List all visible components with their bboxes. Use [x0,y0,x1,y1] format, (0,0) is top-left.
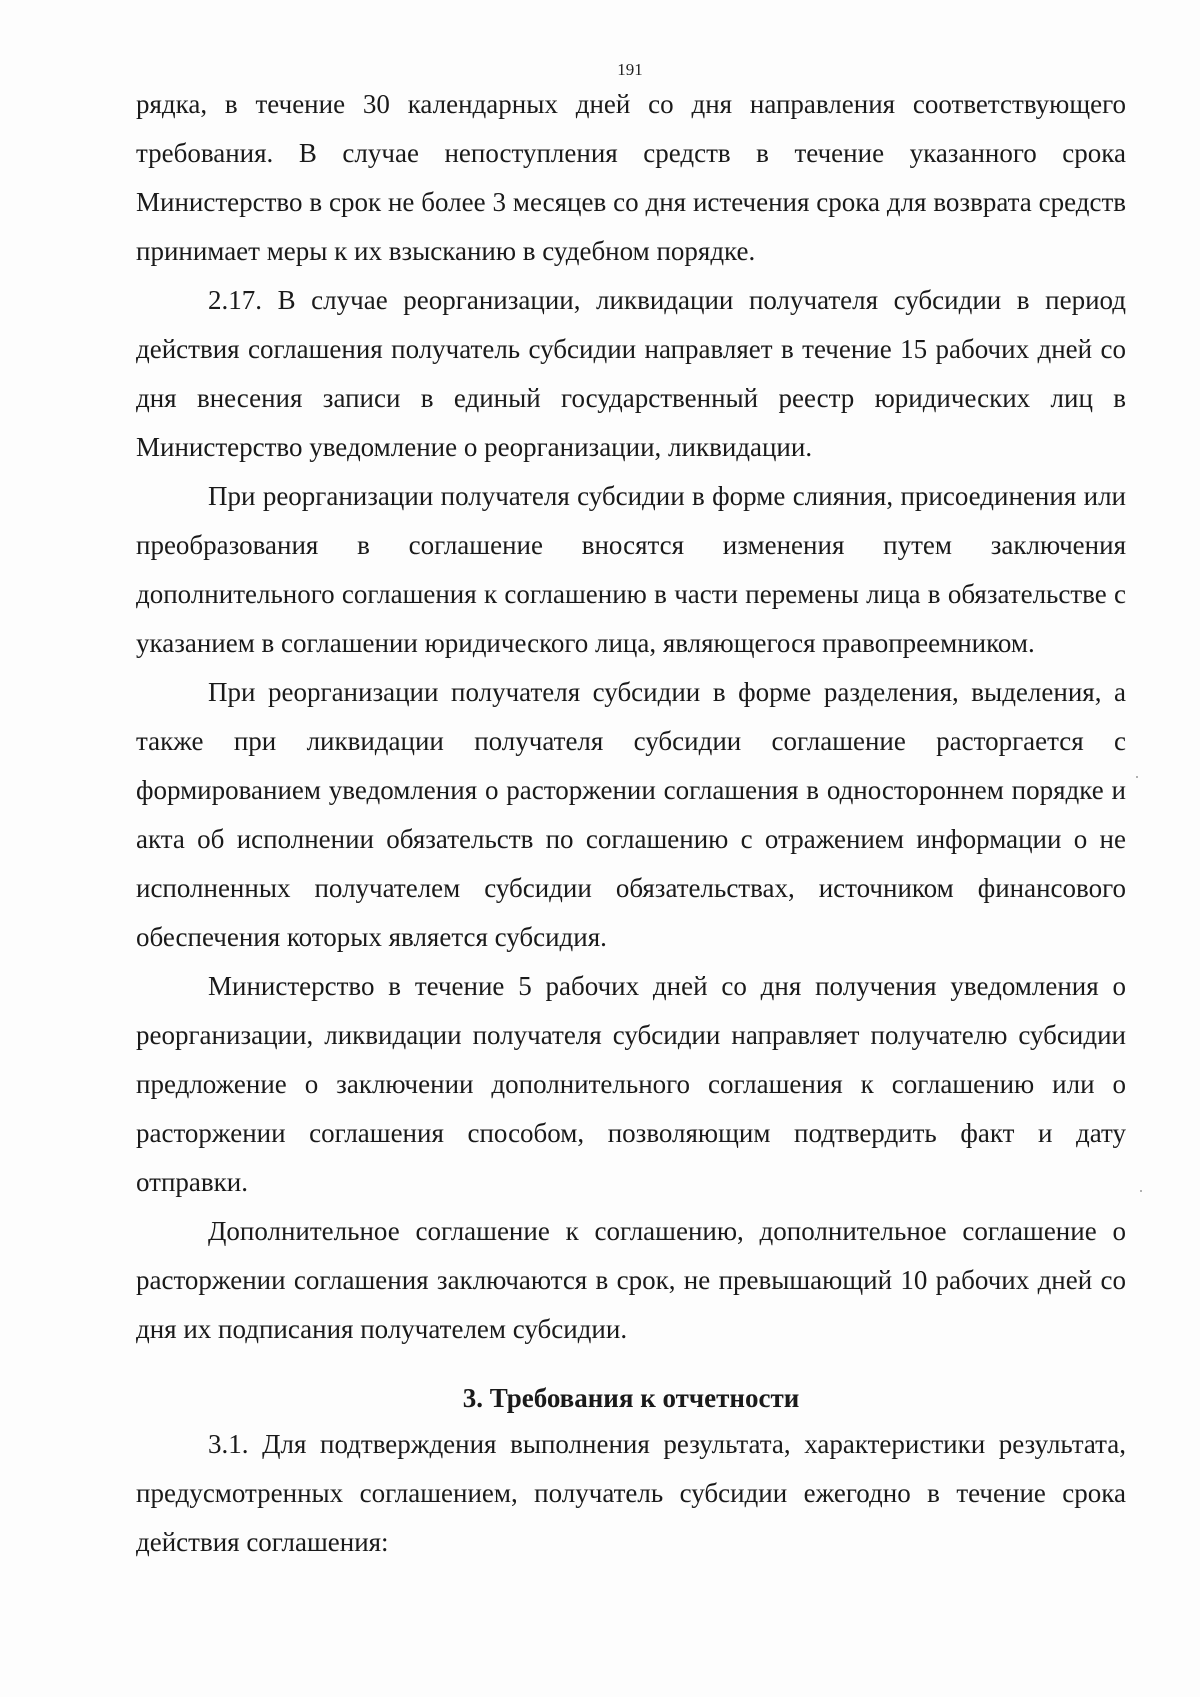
paragraph-ministry-notice: Министерство в течение 5 рабочих дней со дня получения уведомления о реорганизации, ликвидации получателя субсидии направляет получателю субсидии предложение о заключении дополнительного соглашения к соглашению или о расторжении соглашения способом, позволяющим подтвердить факт и дату отправки. [136,971,1126,1197]
paragraph-continuation: рядка, в течение 30 календарных дней со дня направления соответствующего требования. В случае непоступления средств в течение указанного срока Министерство в срок не более 3 месяцев со дня истечения срока для возврата средств принимает меры к их взысканию в судебном порядке. [136,89,1126,266]
body-text-upper [136,80,1126,1354]
paragraph-division: При реорганизации получателя субсидии в форме разделения, выделения, а также при ликвидации получателя субсидии соглашение расторгается с формированием уведомления о расторжении соглашения в одностороннем порядке и акта об исполнении обязательств по соглашению с отражением информации о не исполненных получателем субсидии обязательствах, источником финансового обеспечения которых является субсидия. [136,677,1126,952]
scan-speck [1136,776,1138,778]
paragraph-additional-agreement: Дополнительное соглашение к соглашению, дополнительное соглашение о расторжении соглашения заключаются в срок, не превышающий 10 рабочих дней со дня их подписания получателем субсидии. [136,1216,1126,1344]
paragraph-merger: При реорганизации получателя субсидии в форме слияния, присоединения или преобразования в соглашение вносятся изменения путем заключения дополнительного соглашения к соглашению в части перемены лица в обязательстве с указанием в соглашении юридического лица, являющегося правопреемником. [136,481,1126,658]
paragraph-3-1: 3.1. Для подтверждения выполнения результата, характеристики результата, предусмотренных соглашением, получатель субсидии ежегодно в течение срока действия соглашения: [136,1429,1126,1557]
paragraph-2-17: 2.17. В случае реорганизации, ликвидации получателя субсидии в период действия соглашения получатель субсидии направляет в течение 15 рабочих дней со дня внесения записи в единый государственный реестр юридических лиц в Министерство уведомление о реорганизации, ликвидации. [136,285,1126,462]
body-text-lower [136,1420,1126,1567]
page-number: 191 [617,60,643,79]
section-heading: 3. Требования к отчетности [462,1383,800,1413]
scan-speck [1140,1190,1142,1192]
